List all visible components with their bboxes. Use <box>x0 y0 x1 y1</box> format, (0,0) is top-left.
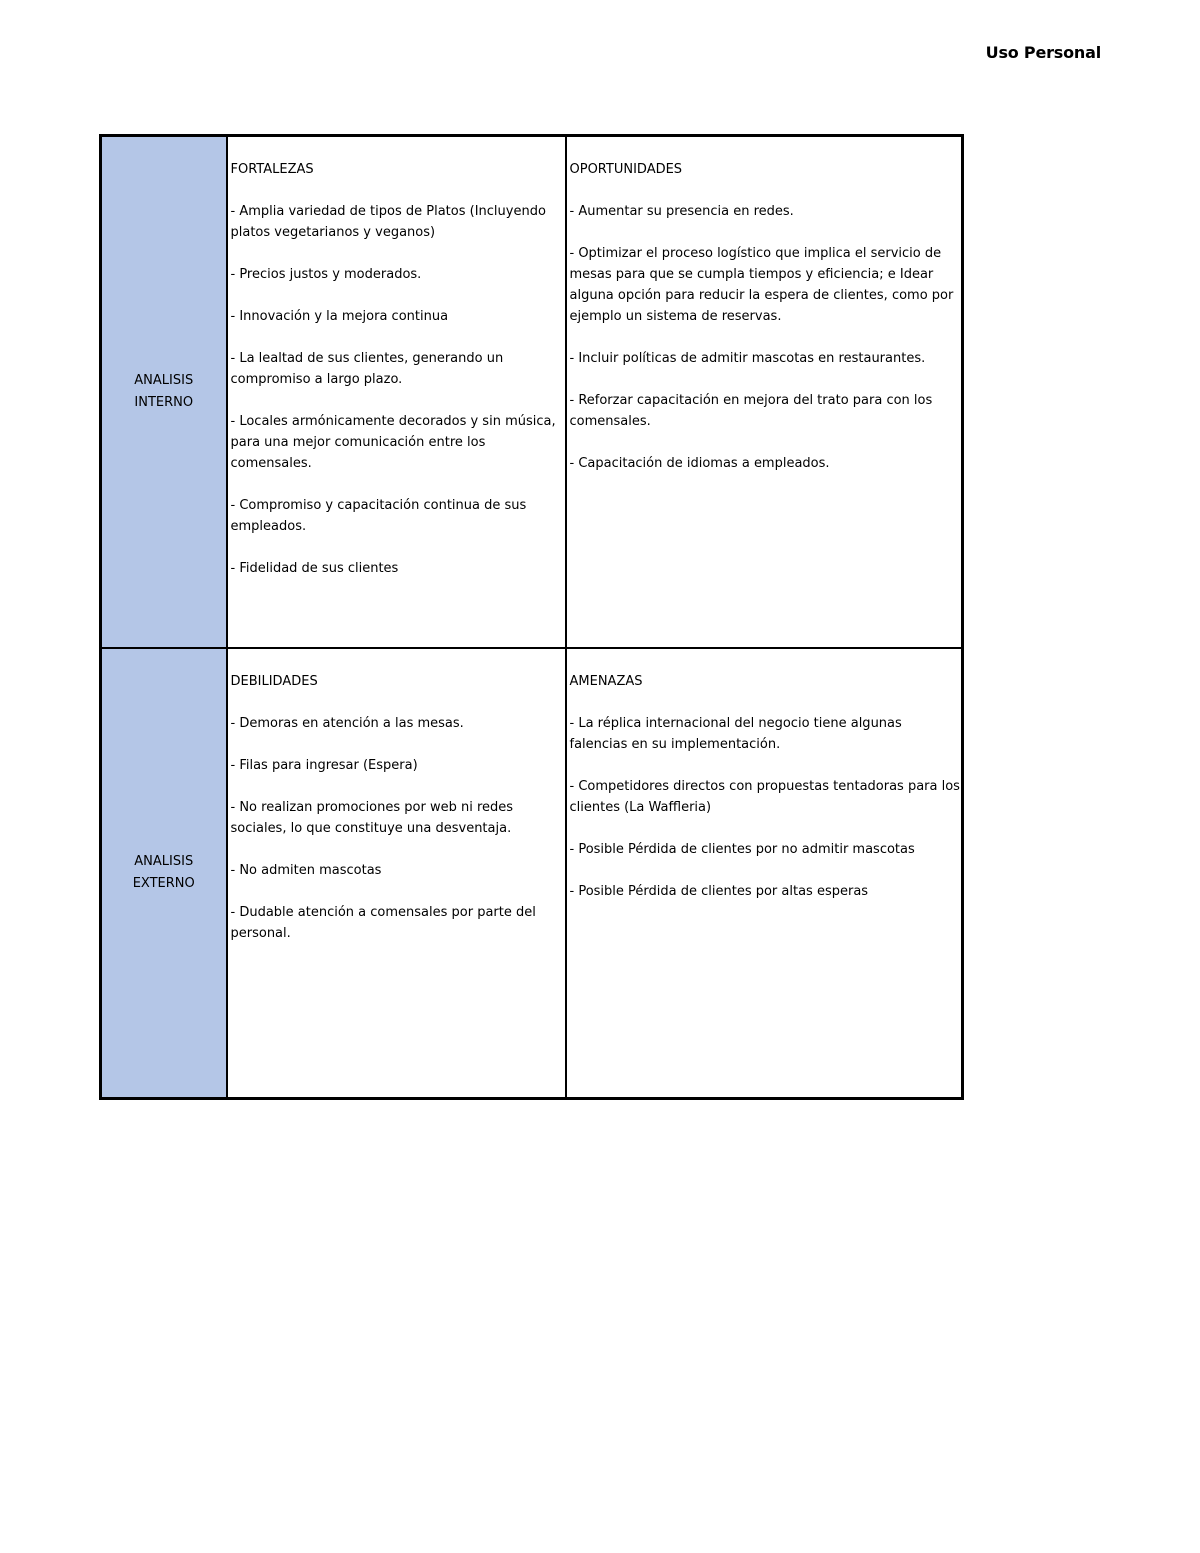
side-label-externo <box>101 648 227 1099</box>
oportunidades-list <box>570 201 962 474</box>
debilidades-item: - Dudable atención a comensales por parte del personal. <box>230 905 536 941</box>
debilidades-item: - No admiten mascotas <box>230 863 382 878</box>
amenazas-item: - Posible Pérdida de clientes por altas esperas <box>569 884 869 899</box>
swot-matrix <box>99 134 964 1100</box>
side-label-interno <box>101 136 227 649</box>
cell-debilidades <box>227 648 566 1099</box>
oportunidades-item: - Capacitación de idiomas a empleados. <box>569 456 830 471</box>
amenazas-item: - Competidores directos con propuestas tentadoras para los clientes (La Waffleria) <box>569 779 960 815</box>
fortalezas-item: - Fidelidad de sus clientes <box>230 561 399 576</box>
side-label-externo-line2: EXTERNO <box>132 876 195 891</box>
fortalezas-title: FORTALEZAS <box>230 162 314 177</box>
debilidades-item: - Filas para ingresar (Espera) <box>230 758 418 773</box>
fortalezas-item: - Locales armónicamente decorados y sin música, para una mejor comunicación entre los comensales. <box>230 414 556 471</box>
side-label-interno-line2: INTERNO <box>134 395 194 410</box>
oportunidades-item: - Reforzar capacitación en mejora del trato para con los comensales. <box>569 393 933 429</box>
cell-fortalezas <box>227 136 566 649</box>
amenazas-title: AMENAZAS <box>569 674 643 689</box>
fortalezas-item: - Amplia variedad de tipos de Platos (Incluyendo platos vegetarianos y veganos) <box>230 204 546 240</box>
debilidades-item: - No realizan promociones por web ni redes sociales, lo que constituye una desventaja. <box>230 800 514 836</box>
cell-amenazas <box>566 648 963 1099</box>
cell-oportunidades <box>566 136 963 649</box>
debilidades-list <box>231 713 565 944</box>
row-analisis-externo <box>101 648 963 1099</box>
oportunidades-item: - Incluir políticas de admitir mascotas en restaurantes. <box>569 351 926 366</box>
fortalezas-item: - Precios justos y moderados. <box>230 267 422 282</box>
amenazas-list <box>570 713 962 902</box>
oportunidades-item: - Optimizar el proceso logístico que implica el servicio de mesas para que se cumpla tiempos y eficiencia; e Idear alguna opción para reducir la espera de clientes, como por ejemplo un sistema de reservas. <box>569 246 954 324</box>
row-analisis-interno <box>101 136 963 649</box>
side-label-externo-line1: ANALISIS <box>134 854 194 869</box>
fortalezas-item: - Compromiso y capacitación continua de sus empleados. <box>230 498 527 534</box>
fortalezas-item: - Innovación y la mejora continua <box>230 309 449 324</box>
debilidades-item: - Demoras en atención a las mesas. <box>230 716 464 731</box>
amenazas-item: - La réplica internacional del negocio tiene algunas falencias en su implementación. <box>569 716 902 752</box>
oportunidades-title: OPORTUNIDADES <box>569 162 683 177</box>
page-header-label: Uso Personal <box>985 43 1101 62</box>
side-label-interno-line1: ANALISIS <box>134 373 194 388</box>
oportunidades-item: - Aumentar su presencia en redes. <box>569 204 794 219</box>
amenazas-item: - Posible Pérdida de clientes por no admitir mascotas <box>569 842 915 857</box>
fortalezas-list <box>231 201 565 579</box>
debilidades-title: DEBILIDADES <box>230 674 318 689</box>
fortalezas-item: - La lealtad de sus clientes, generando un compromiso a largo plazo. <box>230 351 504 387</box>
